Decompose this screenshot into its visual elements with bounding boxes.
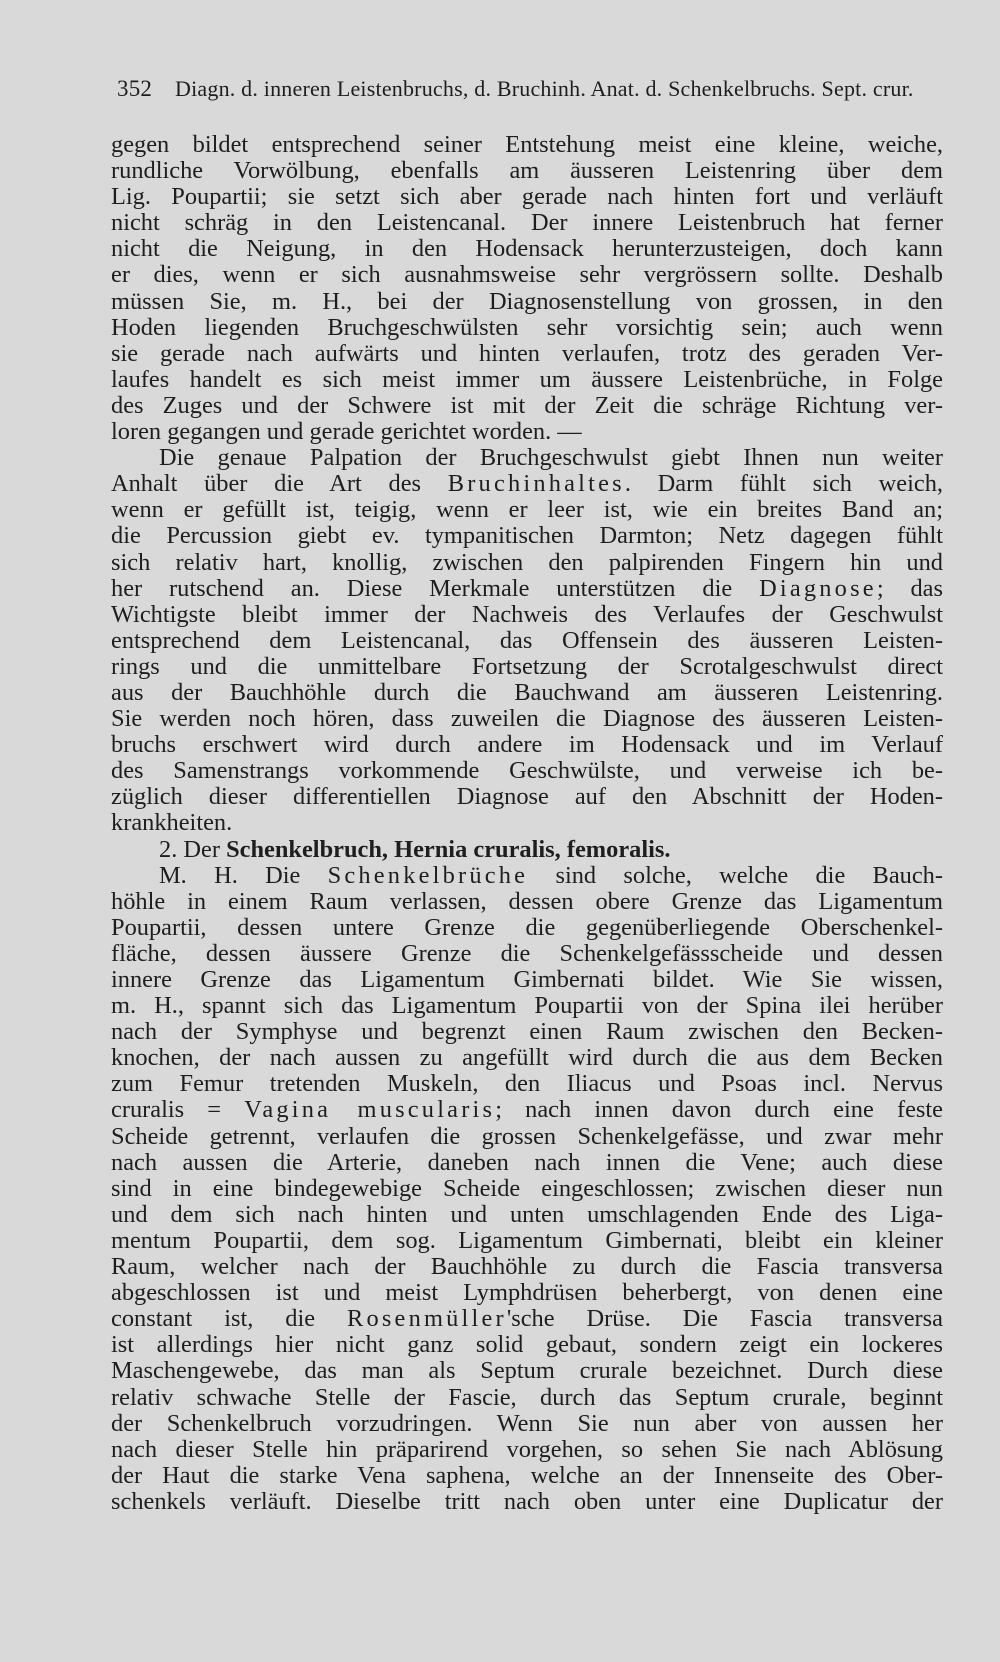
text-line: höhle in einem Raum verlassen, dessen obere Grenze das Ligamentum [111,887,943,915]
text-line: Raum, welcher nach der Bauchhöhle zu durch die Fascia transversa [111,1253,943,1281]
text-line: nicht die Neigung, in den Hodensack herunterzusteigen, doch kann [111,235,943,263]
text-line [111,471,943,497]
text-segment: sind solche, welche die Bauch- [528,861,943,889]
text-line: ist allerdings hier nicht ganz solid gebaut, sondern zeigt ein lockeres [111,1331,943,1359]
text-line: er dies, wenn er sich ausnahmsweise sehr vergrössern sollte. Deshalb [111,261,943,289]
section-number: 2. Der [159,835,220,863]
text-line: Lig. Poupartii; sie setzt sich aber gerade nach hinten fort und verläuft [111,183,943,211]
page-number: 352 [117,76,153,101]
spaced-term: Schenkelbrüche [327,861,529,889]
text-line: aus der Bauchhöhle durch die Bauchwand am äusseren Leistenring. [111,678,943,706]
spaced-term: Rosenmüller [346,1305,507,1333]
text-segment: ; nach innen davon durch eine feste [495,1096,943,1124]
text-line: laufes handelt es sich meist immer um äussere Leistenbrüche, in Folge [111,365,943,393]
section-title: Schenkelbruch, Hernia cruralis, femoralis. [226,835,671,863]
text-segment: 'sche Drüse. Die Fascia transversa [506,1305,943,1333]
text-line: rundliche Vorwölbung, ebenfalls am äusseren Leistenring über dem [111,157,943,185]
text-line: mentum Poupartii, dem sog. Ligamentum Gimbernati, bleibt ein kleiner [111,1226,943,1254]
text-line: des Samenstrangs vorkommende Geschwülste, und verweise ich be- [111,757,943,785]
text-line: die Percussion giebt ev. tympanitischen Darmton; Netz dagegen fühlt [111,522,943,550]
running-head [117,76,947,102]
text-line: und dem sich nach hinten und unten umschlagenden Ende des Liga- [111,1200,943,1228]
text-line: knochen, der nach aussen zu angefüllt wird durch die aus dem Becken [111,1044,943,1072]
text-line: schenkels verläuft. Dieselbe tritt nach oben unter eine Duplicatur der [111,1487,943,1515]
paragraph-first-line: Die genaue Palpation der Bruchgeschwulst giebt Ihnen nun weiter [159,444,943,472]
paragraph-first-line [111,863,943,889]
text-line: innere Grenze das Ligamentum Gimbernati bildet. Wie Sie wissen, [111,966,943,993]
text-segment: cruralis = [111,1096,245,1124]
text-line: Hoden liegenden Bruchgeschwülsten sehr vorsichtig sein; auch wenn [111,313,943,341]
text-line [111,576,943,602]
spaced-term: Vagina muscularis [244,1096,496,1124]
text-line: sind in eine bindegewebige Scheide eingeschlossen; zwischen dieser nun [111,1174,943,1202]
text-line: zum Femur tretenden Muskeln, den Iliacus und Psoas incl. Nervus [111,1070,943,1098]
text-line: nicht schräg in den Leistencanal. Der innere Leistenbruch hat ferner [111,209,943,237]
text-line: loren gegangen und gerade gerichtet worden. — [111,418,582,446]
text-line: fläche, dessen äussere Grenze die Schenkelgefässscheide und dessen [111,939,943,967]
text-line: des Zuges und der Schwere ist mit der Zeit die schräge Richtung ver- [111,391,943,419]
text-segment: constant ist, die [111,1305,347,1333]
text-line: Sie werden noch hören, dass zuweilen die Diagnose des äusseren Leisten- [111,705,943,733]
running-head-title: Diagn. d. inneren Leistenbruchs, d. Bruchinh. Anat. d. Schenkelbruchs. Sept. crur. [175,76,914,101]
text-line: Scheide getrennt, verlaufen die grossen Schenkelgefässe, und zwar mehr [111,1122,943,1150]
text-line: nach dieser Stelle hin präparirend vorgehen, so sehen Sie nach Ablösung [111,1435,943,1463]
spaced-term: Diagnose [759,574,877,602]
text-line: krankheiten. [111,809,233,837]
text-segment: . Darm fühlt sich weich, [624,470,944,498]
text-line: nach aussen die Arterie, daneben nach innen die Vene; auch diese [111,1148,943,1176]
text-line: müssen Sie, m. H., bei der Diagnosenstellung von grossen, in den [111,287,943,315]
text-line: züglich dieser differentiellen Diagnose auf den Abschnitt der Hoden- [111,783,943,811]
text-line: Poupartii, dessen untere Grenze die gegenüberliegende Oberschenkel- [111,913,943,941]
text-line: wenn er gefüllt ist, teigig, wenn er leer ist, wie ein breites Band an; [111,496,943,524]
body-text [111,132,943,1515]
text-segment: her rutschend an. Diese Merkmale unterstützen die [111,574,760,602]
text-line: der Haut die starke Vena saphena, welche an der Innenseite des Ober- [111,1461,943,1489]
section-heading [111,837,943,863]
text-line: sich relativ hart, knollig, zwischen den palpirenden Fingern hin und [111,548,943,576]
text-line: entsprechend dem Leistencanal, das Offensein des äusseren Leisten- [111,626,943,654]
text-segment: ; das [876,574,943,602]
text-line: m. H., spannt sich das Ligamentum Poupartii von der Spina ilei herüber [111,992,943,1020]
text-line: abgeschlossen ist und meist Lymphdrüsen beherbergt, von denen eine [111,1279,943,1307]
spaced-term: Bruchinhaltes [447,470,625,498]
text-line: gegen bildet entsprechend seiner Entstehung meist eine kleine, weiche, [111,131,943,158]
text-segment: M. H. Die [159,861,328,889]
text-line: sie gerade nach aufwärts und hinten verlaufen, trotz des geraden Ver- [111,339,943,367]
text-line: der Schenkelbruch vorzudringen. Wenn Sie nun aber von aussen her [111,1409,943,1437]
text-line: Maschengewebe, das man als Septum crurale bezeichnet. Durch diese [111,1357,943,1385]
text-segment: Anhalt über die Art des [111,470,448,498]
text-line: Wichtigste bleibt immer der Nachweis des Verlaufes der Geschwulst [111,600,943,628]
text-line: nach der Symphyse und begrenzt einen Raum zwischen den Becken- [111,1018,943,1046]
text-line: bruchs erschwert wird durch andere im Hodensack und im Verlauf [111,731,943,759]
text-line: relativ schwache Stelle der Fascie, durch das Septum crurale, beginnt [111,1383,943,1411]
text-line [111,1306,943,1332]
text-line: rings und die unmittelbare Fortsetzung der Scrotalgeschwulst direct [111,652,943,680]
text-line [111,1097,943,1123]
